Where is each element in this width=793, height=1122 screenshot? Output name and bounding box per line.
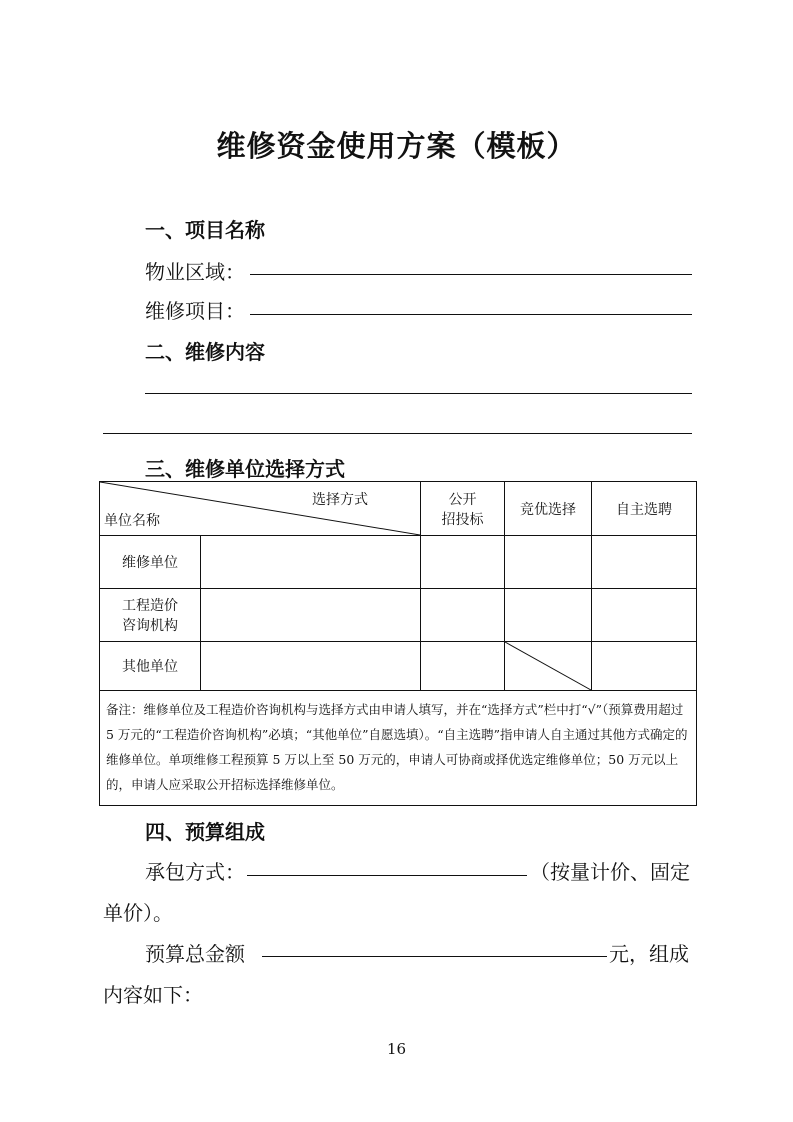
row-label-cost-line-2: 咨询机构 (122, 618, 178, 634)
contract-method-field[interactable] (247, 875, 527, 876)
section-1-heading: 一、项目名称 (145, 218, 265, 242)
contract-method-label: 承包方式： (145, 860, 245, 884)
col-header-self-selection: 自主选聘 (592, 482, 697, 536)
other-unit-name-cell[interactable] (201, 642, 421, 691)
property-area-label: 物业区域： (145, 260, 245, 284)
property-area-field[interactable] (250, 274, 692, 275)
budget-total-suffix-2: 内容如下： (103, 983, 203, 1007)
diagonal-header-cell (100, 482, 421, 536)
budget-total-label: 预算总金额 (145, 942, 245, 966)
corner-label-unit-name: 单位名称 (104, 513, 160, 529)
row-label-cost-consultant (100, 589, 201, 642)
budget-total-field[interactable] (262, 956, 607, 957)
cost-consultant-self-cell[interactable] (592, 589, 697, 642)
section-3-heading: 三、维修单位选择方式 (145, 457, 345, 481)
page-number: 16 (386, 1040, 407, 1058)
col-header-public-bid-line-2: 招投标 (441, 511, 484, 528)
section-2-heading: 二、维修内容 (145, 340, 265, 364)
row-label-other-unit: 其他单位 (100, 642, 201, 691)
repair-unit-self-cell[interactable] (592, 536, 697, 589)
corner-label-selection-method: 选择方式 (312, 492, 368, 508)
page-title: 维修资金使用方案（模板） (216, 129, 577, 163)
repair-unit-public-bid-cell[interactable] (421, 536, 505, 589)
col-header-public-bid (421, 482, 505, 536)
repair-content-line-1[interactable] (145, 393, 692, 394)
other-unit-public-bid-cell[interactable] (421, 642, 505, 691)
col-header-public-bid-line-1: 公开 (448, 491, 477, 508)
cost-consultant-competitive-cell[interactable] (505, 589, 592, 642)
row-label-cost-line-1: 工程造价 (122, 598, 178, 614)
row-label-repair-unit: 维修单位 (100, 536, 201, 589)
repair-unit-competitive-cell[interactable] (505, 536, 592, 589)
budget-total-suffix: 元，组成 (609, 942, 689, 966)
cost-consultant-name-cell[interactable] (201, 589, 421, 642)
repair-item-label: 维修项目： (145, 299, 245, 323)
repair-unit-name-cell[interactable] (201, 536, 421, 589)
cost-consultant-public-bid-cell[interactable] (421, 589, 505, 642)
col-header-competitive: 竞优选择 (505, 482, 592, 536)
crossed-out-line-icon (505, 642, 591, 690)
other-unit-self-cell[interactable] (592, 642, 697, 691)
other-unit-competitive-cell (505, 642, 592, 691)
contract-method-suffix: （按量计价、固定 (530, 860, 690, 884)
repair-content-line-2[interactable] (103, 433, 692, 434)
contract-method-suffix-2: 单价）。 (103, 901, 173, 925)
repair-item-field[interactable] (250, 314, 692, 315)
selection-method-table (99, 481, 697, 806)
table-note: 备注：维修单位及工程造价咨询机构与选择方式由申请人填写，并在“选择方式”栏中打“√”（预算费用超过 5 万元的“工程造价咨询机构”必填；“其他单位”自愿选填）。“自主选聘”指申请人自主通过其他方式确定的维修单位。单项维修工程预算 5 万以上至 50 万元的，申请人可协商或择优选定维修单位；50 万元以上的，申请人应采取公开招标选择维修单位。 (100, 691, 697, 806)
section-4-heading: 四、预算组成 (145, 820, 265, 844)
